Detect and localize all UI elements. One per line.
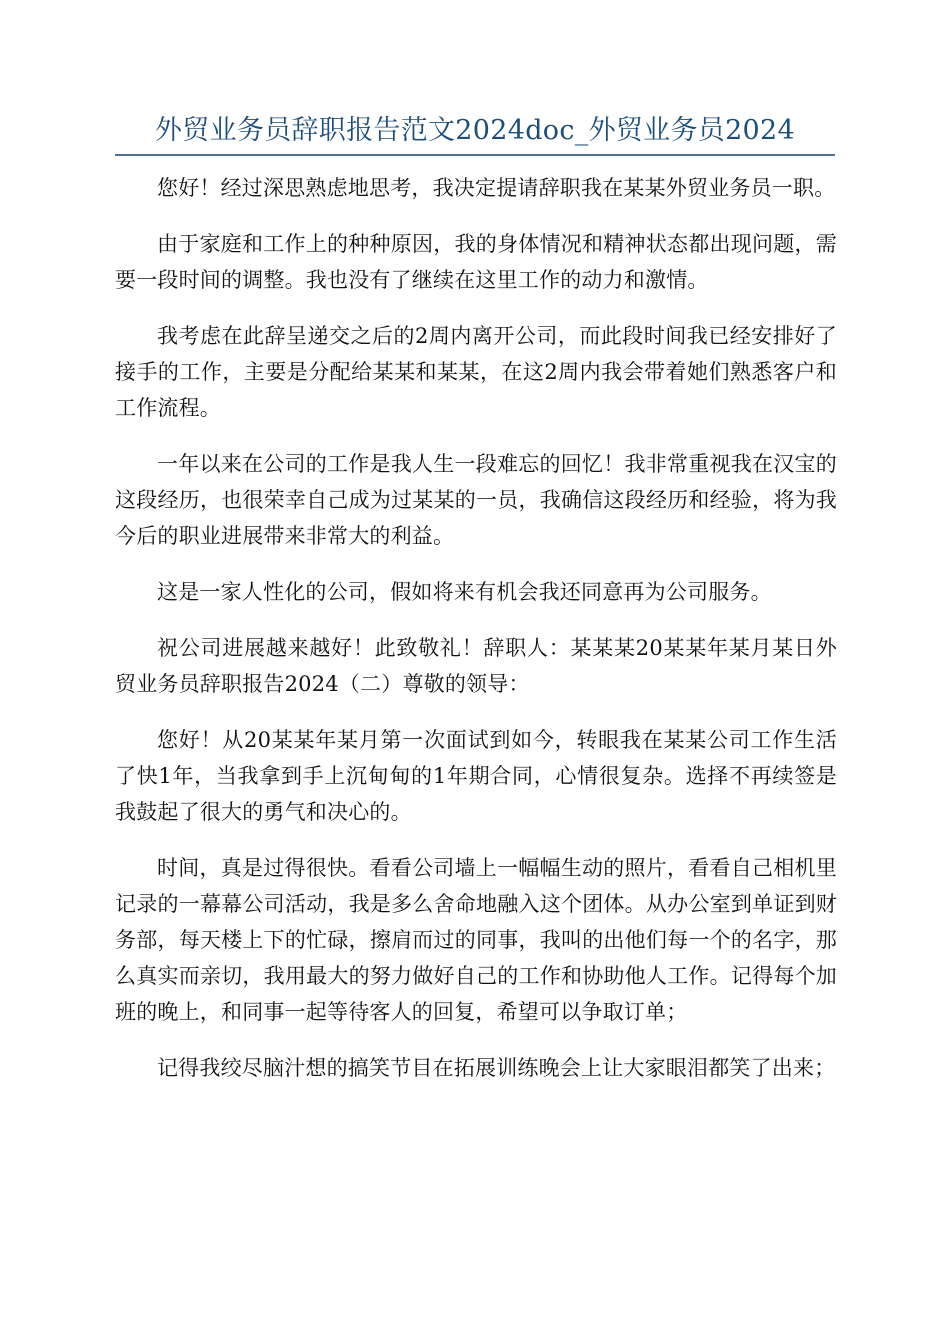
paragraph: 您好！从20某某年某月第一次面试到如今，转眼我在某某公司工作生活了快1年，当我拿到手上沉甸甸的1年期合同，心情很复杂。选择不再续签是我鼓起了很大的勇气和决心的。 (115, 728, 837, 824)
paragraph: 时间，真是过得很快。看看公司墙上一幅幅生动的照片，看看自己相机里记录的一幕幕公司活动，我是多么舍命地融入这个团体。从办公室到单证到财务部，每天楼上下的忙碌，擦肩而过的同事，我叫的出他们每一个的名字，那么真实而亲切，我用最大的努力做好自己的工作和协助他人工作。记得每个加班的晚上，和同事一起等待客人的回复，希望可以争取订单； (115, 856, 837, 1024)
paragraph: 我考虑在此辞呈递交之后的2周内离开公司，而此段时间我已经安排好了接手的工作，主要是分配给某某和某某，在这2周内我会带着她们熟悉客户和工作流程。 (115, 324, 837, 420)
paragraph: 这是一家人性化的公司，假如将来有机会我还同意再为公司服务。 (157, 580, 772, 604)
paragraph: 由于家庭和工作上的种种原因，我的身体情况和精神状态都出现问题，需要一段时间的调整。我也没有了继续在这里工作的动力和激情。 (115, 232, 837, 292)
paragraph: 祝公司进展越来越好！此致敬礼！辞职人：某某某20某某年某月某日外贸业务员辞职报告2024（二）尊敬的领导： (115, 636, 837, 696)
paragraph: 您好！经过深思熟虑地思考，我决定提请辞职我在某某外贸业务员一职。 (157, 176, 836, 200)
paragraph: 一年以来在公司的工作是我人生一段难忘的回忆！我非常重视我在汉宝的这段经历，也很荣幸自己成为过某某的一员，我确信这段经历和经验，将为我今后的职业进展带来非常大的利益。 (115, 452, 837, 548)
title-block (115, 112, 835, 156)
paragraph: 记得我绞尽脑汁想的搞笑节目在拓展训练晚会上让大家眼泪都笑了出来； (157, 1056, 836, 1080)
document-body (115, 170, 837, 1106)
document-title: 外贸业务员辞职报告范文2024doc_外贸业务员2024 (155, 115, 795, 146)
